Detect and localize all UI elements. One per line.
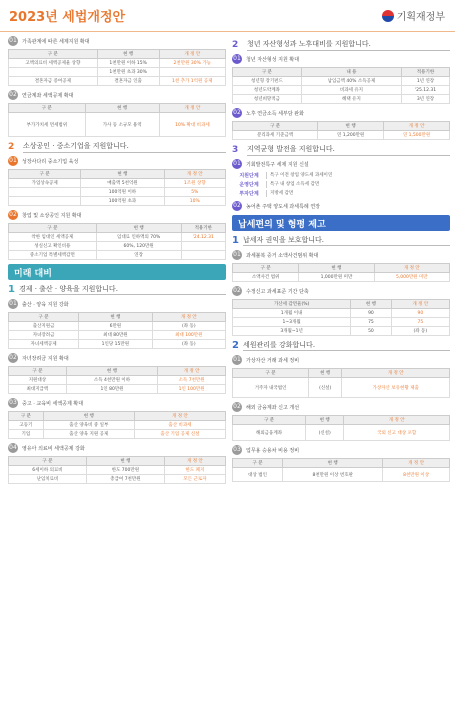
- pension-tax-table: [232, 121, 450, 140]
- table-row: [9, 224, 226, 233]
- table-cell: 1천 추가 1억원 공제: [159, 77, 225, 86]
- table-cell: 결혼자금 인출: [97, 77, 159, 86]
- table-cell: 해외금융계좌: [233, 425, 306, 441]
- band-fairness: 납세편의 및 형평 제고: [232, 215, 450, 231]
- row-value: 지방세 감면: [270, 191, 294, 196]
- section-title: 성장사다리 중소기업 육성: [22, 158, 79, 165]
- table-cell: 6세이하 의료비: [9, 466, 87, 475]
- zone-row: [232, 190, 450, 197]
- table-cell: 90: [391, 309, 449, 318]
- table-cell: 자녀장려금: [9, 331, 79, 340]
- education-table: [8, 411, 226, 439]
- section-title: 기회발전특구 세제 지원 신설: [246, 161, 309, 168]
- section-special-zone: [232, 159, 450, 197]
- table-row: [233, 468, 450, 482]
- table-row: [9, 242, 226, 251]
- heading-number: 2: [232, 340, 239, 351]
- table-row: [9, 322, 226, 331]
- table-header-cell: 개 정 안: [383, 459, 450, 468]
- table-cell: 6만원: [79, 322, 152, 331]
- table-cell: 최대 100만원: [152, 331, 225, 340]
- table-cell: 가상자산 보유현황 제출: [342, 378, 450, 398]
- table-cell: 성실신고 확인비용: [9, 242, 97, 251]
- table-row: [9, 179, 226, 188]
- table-header-cell: 현 행: [299, 264, 374, 273]
- table-row: [9, 59, 226, 68]
- section-number: 02: [233, 109, 241, 116]
- section-title: 중고 · 교육비 세액공제 확대: [22, 400, 84, 407]
- table-cell: 청년형 장기펀드: [233, 77, 302, 86]
- heading-tax-base: [232, 340, 450, 351]
- table-header-cell: 적용기한: [401, 68, 449, 77]
- band-future: 미래 대비: [8, 264, 226, 280]
- table-cell: 최대 80만원: [79, 331, 152, 340]
- table-header-cell: 구 분: [9, 412, 44, 421]
- table-row: [233, 309, 450, 318]
- row-value: 특구 이전 창업 양도세 과세이연: [270, 173, 333, 178]
- table-cell: (좌 동): [391, 327, 449, 336]
- table-cell: (좌 동): [152, 340, 225, 349]
- table-row: [9, 188, 226, 197]
- table-cell: 가사 등 소규모 용역: [85, 113, 159, 137]
- table-cell: 비과세 유지: [301, 86, 401, 95]
- business-car-table: [232, 458, 450, 482]
- table-cell: 대상 법인: [233, 468, 283, 482]
- section-number: 02: [9, 211, 17, 218]
- amended-return-table: [232, 299, 450, 336]
- heading-title: 소상공인 · 중소기업을 지원합니다.: [23, 141, 226, 153]
- table-header-cell: 구 분: [233, 369, 309, 378]
- table-cell: 1천만원 초과 30%: [97, 68, 159, 77]
- section-rural-housing: [232, 201, 450, 211]
- table-row: [9, 457, 226, 466]
- heading-title: 세원관리를 강화합니다.: [243, 340, 450, 351]
- heading-region: [232, 144, 450, 156]
- section-title: 농어촌 주택 양도세 과세특례 연장: [246, 203, 320, 210]
- section-number: 01: [233, 251, 241, 258]
- table-header-cell: 개 정 안: [159, 50, 225, 59]
- table-cell: 출산 양육 지원 공제: [43, 430, 134, 439]
- section-title: 노후 연금소득 세부담 완화: [246, 110, 304, 117]
- table-row: [233, 264, 450, 273]
- table-row: [9, 340, 226, 349]
- table-row: [233, 86, 450, 95]
- table-row: [9, 68, 226, 77]
- section-startup: [8, 210, 226, 260]
- section-pension-tax: [232, 108, 450, 140]
- table-row: [9, 376, 226, 385]
- section-amended-return: [232, 286, 450, 336]
- table-row: [9, 77, 226, 86]
- foreign-account-table: [232, 415, 450, 441]
- table-header-cell: 현 행: [309, 369, 342, 378]
- table-cell: 거주자 내국법인: [233, 378, 309, 398]
- youth-asset-table: [232, 67, 450, 104]
- table-cell: (신설): [306, 425, 344, 441]
- heading-number: 3: [232, 144, 239, 155]
- heading-title: 납세자 권익을 보호합니다.: [243, 235, 450, 246]
- appeal-table: [232, 263, 450, 282]
- left-column: [8, 36, 226, 488]
- section-childcare: [8, 299, 226, 349]
- right-column: [232, 36, 450, 486]
- ministry-name: 기획재정부: [396, 12, 445, 23]
- table-cell: [159, 68, 225, 77]
- table-cell: 한도 폐지: [164, 466, 225, 475]
- row-value: 특구 내 창업 소득세 감면: [270, 182, 320, 187]
- section-number: 01: [9, 300, 17, 307]
- section-pension: [8, 90, 226, 137]
- heading-number: 2: [232, 39, 239, 50]
- taegeuk-icon: [382, 10, 394, 22]
- table-cell: 연장: [96, 251, 181, 260]
- table-row: [9, 104, 226, 113]
- section-inheritance: [8, 156, 226, 206]
- table-cell: [9, 68, 98, 77]
- section-education: [8, 398, 226, 439]
- table-header-cell: 개 정 안: [164, 457, 225, 466]
- table-cell: 한도 700만원: [86, 466, 164, 475]
- table-header-cell: 현 행: [43, 412, 134, 421]
- table-cell: 고액의료비 세액공제율 상향: [9, 59, 98, 68]
- section-number: 02: [233, 403, 241, 410]
- table-row: [233, 327, 450, 336]
- table-cell: 착한 임대인 세액공제: [9, 233, 97, 242]
- table-row: [9, 367, 226, 376]
- section-title: 자녀장려금 지원 확대: [22, 355, 69, 362]
- table-cell: 100억원 이하: [81, 188, 164, 197]
- table-cell: 소액사건 범위: [233, 273, 299, 282]
- table-row: [9, 197, 226, 206]
- section-number: 01: [233, 356, 241, 363]
- table-cell: (좌 동): [152, 322, 225, 331]
- table-header-cell: 구 분: [9, 170, 81, 179]
- table-header-cell: 구 분: [9, 50, 98, 59]
- section-title: 해외 금융계좌 신고 개선: [246, 404, 300, 411]
- table-cell: 1년 연장: [401, 77, 449, 86]
- table-row: [9, 475, 226, 484]
- table-cell: 2천만원 30% 가능: [159, 59, 225, 68]
- table-header-cell: 개 정 안: [152, 313, 225, 322]
- page-title: 2023년 세법개정안: [9, 10, 126, 25]
- table-cell: 총급여 7천만원: [86, 475, 164, 484]
- table-header-cell: 구 분: [233, 68, 302, 77]
- table-cell: 분리과세 기준금액: [233, 131, 318, 140]
- table-cell: 최대지급액: [9, 385, 67, 394]
- table-cell: 10%: [164, 197, 225, 206]
- table-cell: 8천만원 이상 번호판: [283, 468, 383, 482]
- table-header-cell: 개 정 안: [391, 300, 449, 309]
- table-cell: 75: [391, 318, 449, 327]
- table-header-cell: 개 정 안: [134, 412, 225, 421]
- table-cell: [9, 188, 81, 197]
- section-business-car: [232, 445, 450, 482]
- table-cell: 난임치료비: [9, 475, 87, 484]
- section-title: 영유아 의료비 세액공제 강화: [22, 445, 85, 452]
- table-cell: 중소기업 특별세액감면: [9, 251, 97, 260]
- table-row: [233, 369, 450, 378]
- section-title: 청년 자산형성 지원 확대: [246, 56, 300, 63]
- startup-table: [8, 223, 226, 260]
- table-header-cell: 현 행: [81, 170, 164, 179]
- section-title: 과세불복 증거 소액사건범위 확대: [246, 252, 319, 259]
- table-header-cell: 개 정 안: [158, 367, 226, 376]
- row-label: 지원단계: [232, 172, 267, 179]
- medical-table: [8, 456, 226, 484]
- table-header-cell: 현 행: [351, 300, 391, 309]
- heading-youth: [232, 39, 450, 51]
- table-header-cell: 현 행: [86, 457, 164, 466]
- table-cell: 1조원 상향: [164, 179, 225, 188]
- table-row: [233, 425, 450, 441]
- table-cell: [9, 197, 81, 206]
- table-cell: 소득 7천만원: [158, 376, 226, 385]
- table-header-cell: 개 정 안: [374, 264, 449, 273]
- section-number: 01: [9, 157, 17, 164]
- table-header-cell: 현 행: [85, 104, 159, 113]
- table-row: [9, 113, 226, 137]
- table-header-cell: 구 분: [233, 416, 306, 425]
- table-cell: '24.12.31: [181, 233, 225, 242]
- table-cell: 자녀세액공제: [9, 340, 79, 349]
- table-row: [233, 416, 450, 425]
- table-cell: (신설): [309, 378, 342, 398]
- table-cell: 1개월 이내: [233, 309, 351, 318]
- table-cell: 60%, 120만원: [96, 242, 181, 251]
- table-header-cell: 구 분: [233, 264, 299, 273]
- table-cell: 1천만원 이하 15%: [97, 59, 159, 68]
- zone-row: [232, 181, 450, 188]
- table-row: [233, 318, 450, 327]
- table-cell: 8천만원 이상: [383, 468, 450, 482]
- table-cell: 75: [351, 318, 391, 327]
- section-virtual-asset: [232, 355, 450, 398]
- table-cell: 가업상속공제: [9, 179, 81, 188]
- table-header-cell: 가산세 감면율(%): [233, 300, 351, 309]
- table-header-cell: 현 행: [283, 459, 383, 468]
- section-medical: [8, 443, 226, 484]
- table-cell: 출산 양육비 중 일부: [43, 421, 134, 430]
- heading-childbirth: [8, 284, 226, 295]
- heading-title: 경제 · 출산 · 양육을 지원합니다.: [19, 284, 226, 295]
- page-header: [0, 0, 455, 32]
- row-label: 운영단계: [232, 181, 267, 188]
- table-cell: 기업: [9, 430, 44, 439]
- table-row: [233, 273, 450, 282]
- table-cell: 1인 80만원: [66, 385, 157, 394]
- section-number: 02: [9, 91, 17, 98]
- table-cell: 매출액 5천억원: [81, 179, 164, 188]
- table-header-cell: 구 분: [9, 367, 67, 376]
- table-cell: 부가가치세 면세범위: [9, 113, 86, 137]
- table-header-cell: 현 행: [66, 367, 157, 376]
- table-row: [233, 122, 450, 131]
- table-row: [9, 170, 226, 179]
- childcare-table: [8, 312, 226, 349]
- table-header-cell: 현 행: [97, 50, 159, 59]
- section-number: 03: [233, 446, 241, 453]
- table-header-cell: 현 행: [306, 416, 344, 425]
- table-row: [233, 459, 450, 468]
- table-cell: 혜택 유지: [301, 95, 401, 104]
- table-row: [9, 313, 226, 322]
- table-row: [233, 68, 450, 77]
- section-appeal: [232, 250, 450, 282]
- heading-title: 청년 자산형성과 노후대비를 지원합니다.: [247, 39, 450, 51]
- section-youth-asset: [232, 54, 450, 104]
- table-cell: [181, 251, 225, 260]
- table-header-cell: 현 행: [318, 122, 384, 131]
- heading-number: 1: [8, 284, 15, 295]
- table-header-cell: 개 정 안: [344, 416, 450, 425]
- table-cell: 청년도약계좌: [233, 86, 302, 95]
- heading-number: 2: [8, 141, 15, 152]
- table-header-cell: 구 분: [233, 122, 318, 131]
- section-number: 01: [233, 160, 241, 167]
- table-header-cell: 개 정 안: [342, 369, 450, 378]
- table-cell: 국외 신고 대상 포함: [344, 425, 450, 441]
- table-header-cell: 구 분: [9, 313, 79, 322]
- table-cell: 100억원 초과: [81, 197, 164, 206]
- table-header-cell: 적용기한: [181, 224, 225, 233]
- table-cell: 연 1,200만원: [318, 131, 384, 140]
- table-cell: 3년 연장: [401, 95, 449, 104]
- table-header-cell: 구 분: [9, 224, 97, 233]
- heading-title: 지역균형 발전을 지원합니다.: [247, 144, 450, 156]
- virtual-asset-table: [232, 368, 450, 398]
- table-cell: 청년희망적금: [233, 95, 302, 104]
- section-title: 창업 및 소상공인 지원 확대: [22, 212, 82, 219]
- table-row: [233, 77, 450, 86]
- table-cell: 출산 비과세: [134, 421, 225, 430]
- table-cell: 1,000만원 미만: [299, 273, 374, 282]
- table-row: [9, 421, 226, 430]
- table-row: [9, 50, 226, 59]
- section-title: 가상자산 거래 과세 정비: [246, 357, 300, 364]
- table-cell: 10% 확대 비과세: [159, 113, 225, 137]
- table-cell: [181, 242, 225, 251]
- table-row: [9, 233, 226, 242]
- table-cell: '25.12.31: [401, 86, 449, 95]
- zone-row: [232, 172, 450, 179]
- table-cell: 1인당 15만원: [79, 340, 152, 349]
- table-header-cell: 구 분: [233, 459, 283, 468]
- table-cell: 50: [351, 327, 391, 336]
- section-number: 01: [9, 37, 17, 44]
- table-cell: 90: [351, 309, 391, 318]
- family-support-table: [8, 49, 226, 86]
- table-row: [9, 251, 226, 260]
- table-row: [233, 300, 450, 309]
- table-cell: 5%: [164, 188, 225, 197]
- section-number: 02: [233, 202, 241, 209]
- table-row: [9, 331, 226, 340]
- section-title: 수정신고 과세표준 기간 단축: [246, 288, 309, 295]
- section-child-incentive: [8, 353, 226, 394]
- ministry-logo: [382, 8, 445, 23]
- table-cell: 출산지원금: [9, 322, 79, 331]
- table-header-cell: 개 정 안: [159, 104, 225, 113]
- pension-table: [8, 103, 226, 137]
- table-header-cell: 현 행: [96, 224, 181, 233]
- table-cell: 모든 근로자: [164, 475, 225, 484]
- table-header-cell: 내 용: [301, 68, 401, 77]
- table-cell: 지원대상: [9, 376, 67, 385]
- section-number: 02: [9, 354, 17, 361]
- table-header-cell: 개 정 안: [384, 122, 450, 131]
- table-cell: 5,000만원 미만: [374, 273, 449, 282]
- section-number: 02: [233, 287, 241, 294]
- table-cell: 소득 4천만원 이하: [66, 376, 157, 385]
- table-cell: 납입금액 40% 소득공제: [301, 77, 401, 86]
- table-cell: 3개월~1년: [233, 327, 351, 336]
- table-row: [9, 466, 226, 475]
- table-cell: 출산 기업 공제 신설: [134, 430, 225, 439]
- section-number: 04: [9, 444, 17, 451]
- table-cell: 고등기: [9, 421, 44, 430]
- table-header-cell: 현 행: [79, 313, 152, 322]
- table-row: [233, 131, 450, 140]
- section-title: 출산 · 양육 지원 강화: [22, 301, 69, 308]
- section-number: 01: [233, 55, 241, 62]
- child-incentive-table: [8, 366, 226, 394]
- table-row: [9, 412, 226, 421]
- section-title: 업무용 승용차 비용 정비: [246, 447, 300, 454]
- table-cell: 임대료 인하액의 70%: [96, 233, 181, 242]
- inheritance-table: [8, 169, 226, 206]
- table-cell: 1인 100만원: [158, 385, 226, 394]
- section-title: 연금계좌 세액공제 확대: [22, 92, 74, 99]
- section-foreign-account: [232, 402, 450, 441]
- heading-small-business: [8, 141, 226, 153]
- table-row: [9, 385, 226, 394]
- table-row: [9, 430, 226, 439]
- table-header-cell: 개 정 안: [164, 170, 225, 179]
- row-label: 투자단계: [232, 190, 267, 197]
- table-cell: 연 1,500만원: [384, 131, 450, 140]
- section-number: 03: [9, 399, 17, 406]
- table-cell: 1~3개월: [233, 318, 351, 327]
- table-row: [233, 378, 450, 398]
- section-title: 가족관계에 따른 세제지원 확대: [22, 38, 90, 45]
- table-cell: 결혼자금 증여공제: [9, 77, 98, 86]
- heading-number: 1: [232, 235, 239, 246]
- table-header-cell: 구 분: [9, 457, 87, 466]
- heading-taxpayer-rights: [232, 235, 450, 246]
- table-header-cell: 구 분: [9, 104, 86, 113]
- table-row: [233, 95, 450, 104]
- section-family-support: [8, 36, 226, 86]
